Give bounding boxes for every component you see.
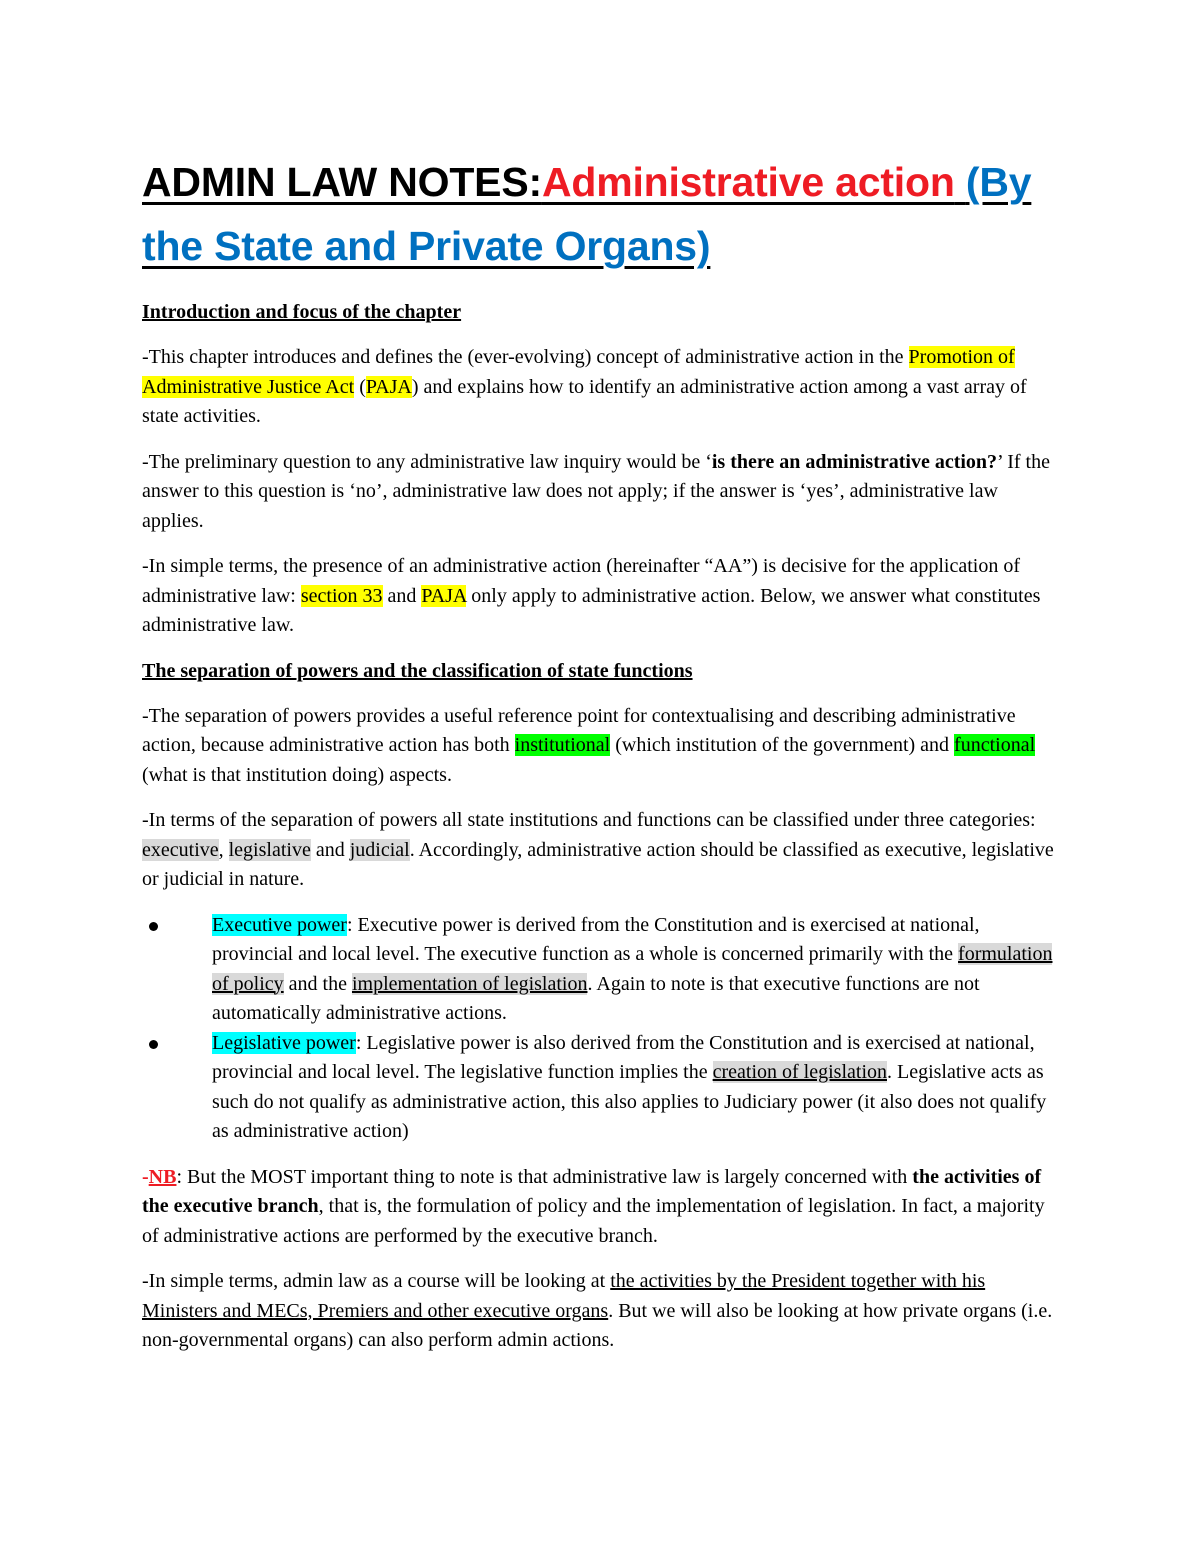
highlight-paja-2: PAJA	[421, 584, 467, 607]
paragraph-intro-3: -In simple terms, the presence of an administrative action (hereinafter “AA”) is decisive for the application of administrative law: section 33 and PAJA only apply to administrative action. Below, we answer what constitutes administrative law.	[142, 555, 1041, 636]
list-item-executive-power: Executive power: Executive power is derived from the Constitution and is exercised at national, provincial and local level. The executive function as a whole is concerned primarily with the formulation of policy and the implementation of legislation. Again to note is that executive functions are not automatically administrative actions.	[212, 911, 1058, 1029]
highlight-executive-power: Executive power	[212, 913, 347, 936]
bold-executive-branch: the activities of the executive branch	[142, 1165, 1042, 1217]
highlight-section-33: section 33	[300, 584, 383, 607]
underline-formulation-of-policy: formulation of policy	[212, 943, 1053, 995]
nb-label: NB	[148, 1165, 177, 1188]
list-item-legislative-power: Legislative power: Legislative power is also derived from the Constitution and is exercised at national, provincial and local level. The legislative function implies the creation of legislation. Legislative acts as such do not qualify as administrative action, this also applies to Judiciary power (it also does not qualify as administrative action)	[212, 1029, 1058, 1147]
underline-implementation-of-legislation: implementation of legislation	[351, 972, 588, 995]
paragraph-separation-1: -The separation of powers provides a useful reference point for contextualising and describing administrative action, because administrative action has both institutional (which institution of the government) and functional (what is that institution doing) aspects.	[142, 704, 1036, 786]
paragraph-nb: -NB: But the MOST important thing to note is that administrative law is largely concerned with the activities of the executive branch, that is, the formulation of policy and the implementation of legislation. In fact, a majority of administrative actions are performed by the executive branch.	[142, 1165, 1045, 1247]
highlight-functional: functional	[954, 734, 1036, 756]
highlight-executive: executive	[142, 838, 219, 861]
section-heading-introduction: Introduction and focus of the chapter	[142, 301, 462, 323]
bullet-icon	[149, 1040, 158, 1049]
underline-creation-of-legislation: creation of legislation	[712, 1061, 887, 1083]
paragraph-intro-1: -This chapter introduces and defines the (ever-evolving) concept of administrative action in the Promotion of Administrative Justice Act (PAJA) and explains how to identify an administrative action among a vast array of state activities.	[142, 346, 1027, 427]
title-subtopic: (By the State and Private Organs)	[142, 159, 1032, 269]
highlight-paja: PAJA	[365, 375, 412, 398]
highlight-judicial: judicial	[349, 838, 410, 861]
section-heading-separation-of-powers: The separation of powers and the classification of state functions	[142, 659, 693, 682]
highlight-legislative-power: Legislative power	[212, 1031, 356, 1054]
highlight-institutional: institutional	[514, 734, 611, 756]
highlight-paja-full: Promotion of Administrative Justice Act	[142, 346, 1015, 398]
paragraph-intro-2: -The preliminary question to any administrative law inquiry would be ‘is there an administrative action?’ If the answer to this question is ‘no’, administrative law does not apply; if the answer is ‘yes’, administrative law applies.	[142, 450, 1050, 532]
highlight-legislative: legislative	[228, 838, 311, 861]
paragraph-separation-2: -In terms of the separation of powers all state institutions and functions can be classified under three categories: executive, legislative and judicial. Accordingly, administrative action should be classified as executive, legislative or judicial in nature.	[142, 809, 1054, 890]
title-prefix: ADMIN LAW NOTES:	[142, 159, 542, 205]
document-title	[142, 150, 1058, 278]
document-page	[142, 150, 1058, 1372]
bullet-icon	[149, 922, 158, 931]
bold-question: is there an administrative action?	[711, 450, 998, 473]
title-topic: Administrative action	[541, 159, 955, 205]
powers-bullet-list	[142, 911, 1058, 1147]
paragraph-separation-3: -In simple terms, admin law as a course will be looking at the activities by the President together with his Ministers and MECs, Premiers and other executive organs. But we will also be looking at how private organs (i.e. non-governmental organs) can also perform admin actions.	[142, 1270, 1053, 1351]
underline-president-activities: the activities by the President together with his Ministers and MECs, Premiers and other executive organs	[142, 1270, 986, 1322]
